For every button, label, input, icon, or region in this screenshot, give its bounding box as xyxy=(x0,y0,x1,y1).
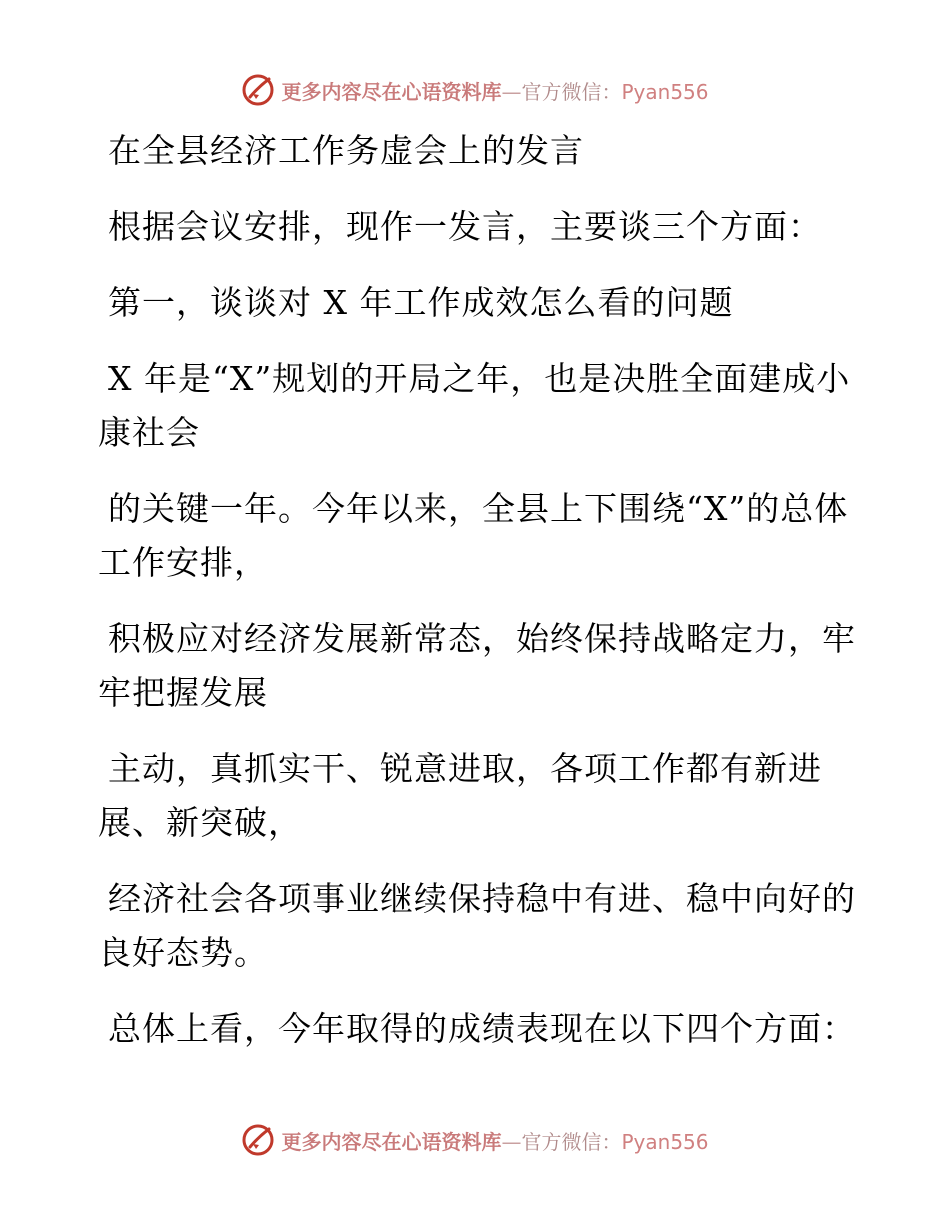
paragraph: 总体上看，今年取得的成绩表现在以下四个方面： xyxy=(108,1009,856,1048)
paragraph: X 年是“X”规划的开局之年，也是决胜全面建成小康社会 xyxy=(98,359,851,452)
watermark-wechat-label: 官方微信： xyxy=(521,1129,622,1154)
watermark-text xyxy=(281,76,708,105)
paragraph: 第一，谈谈对 X 年工作成效怎么看的问题 xyxy=(108,283,734,322)
watermark-dash: — xyxy=(501,1129,522,1154)
paragraph: 积极应对经济发展新常态，始终保持战略定力，牢牢把握发展 xyxy=(98,619,856,712)
watermark-wechat-id: Pyan556 xyxy=(621,1129,709,1154)
footer-watermark xyxy=(0,1120,950,1160)
document-title: 在全县经济工作务虚会上的发言 xyxy=(108,131,584,170)
document-body xyxy=(98,124,858,1078)
watermark-wechat-id: Pyan556 xyxy=(621,79,709,104)
watermark-group xyxy=(241,73,708,107)
paragraph: 的关键一年。今年以来，全县上下围绕“X”的总体工作安排， xyxy=(98,489,849,582)
watermark-main-text: 更多内容尽在心语资料库 xyxy=(281,79,502,104)
header-watermark xyxy=(0,70,950,110)
watermark-dash: — xyxy=(501,79,522,104)
watermark-wechat-label: 官方微信： xyxy=(521,79,622,104)
watermark-main-text: 更多内容尽在心语资料库 xyxy=(281,1129,502,1154)
paragraph: 主动，真抓实干、锐意进取，各项工作都有新进展、新突破， xyxy=(98,749,822,842)
quill-logo-icon xyxy=(241,1123,275,1157)
paragraph: 经济社会各项事业继续保持稳中有进、稳中向好的良好态势。 xyxy=(98,879,856,972)
paragraph: 根据会议安排，现作一发言，主要谈三个方面： xyxy=(108,207,822,246)
watermark-text xyxy=(281,1126,708,1155)
watermark-group xyxy=(241,1123,708,1157)
quill-logo-icon xyxy=(241,73,275,107)
